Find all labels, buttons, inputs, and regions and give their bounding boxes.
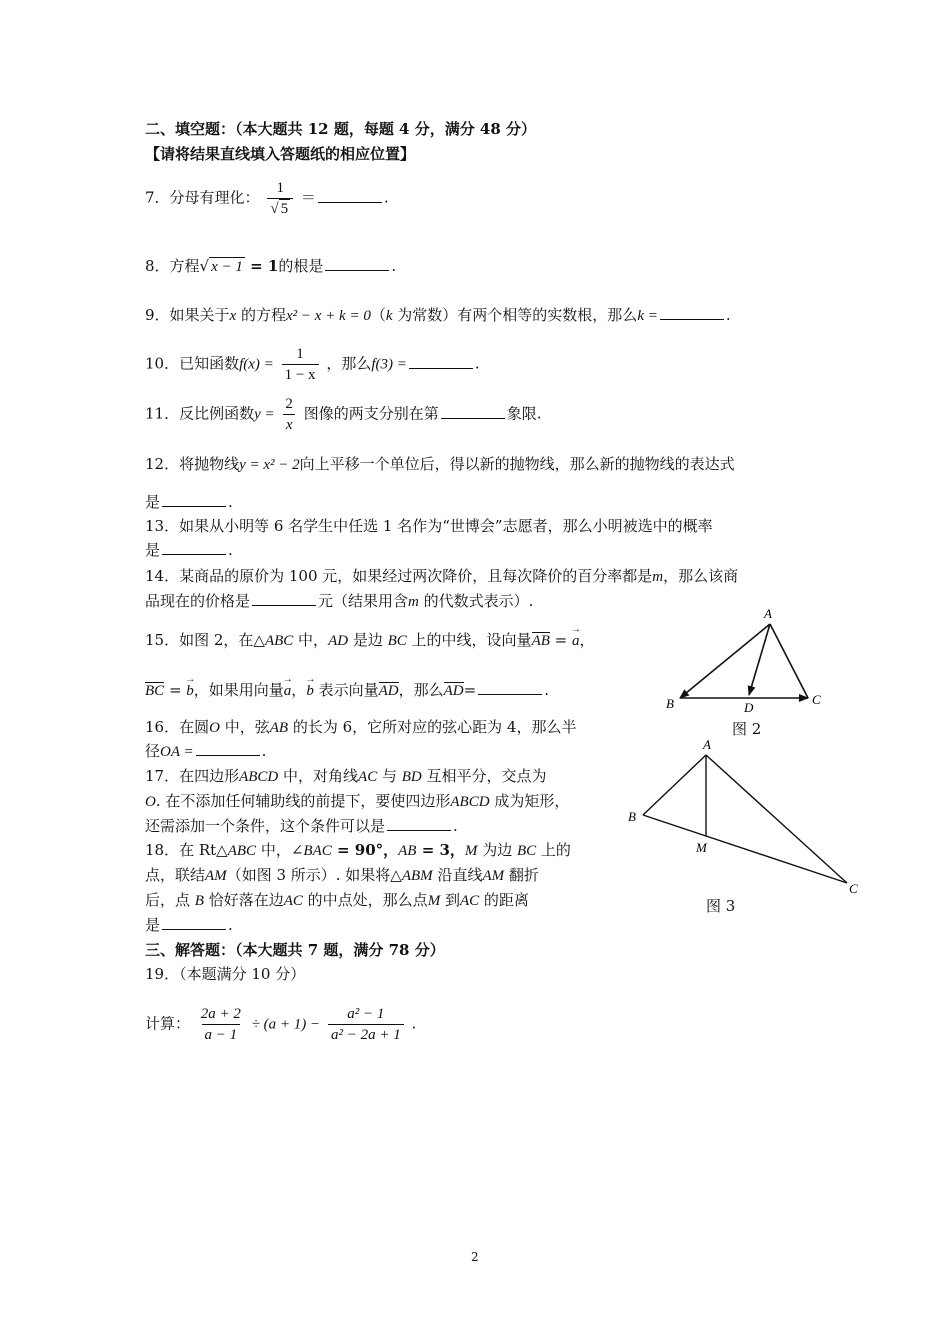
fig3-side-ab — [643, 755, 706, 815]
q19-end: . — [411, 1014, 417, 1033]
question-8: 8．方程√ x − 1 = 1的根是 . — [145, 257, 397, 275]
q17-answer-blank[interactable] — [387, 816, 451, 831]
q18-line3e: 的距离 — [479, 891, 529, 909]
q18-m2: M — [427, 893, 441, 909]
q10-fx: f(x) = — [239, 356, 274, 373]
q9-text1: 9．如果关于 — [145, 306, 230, 324]
question-12-line2 — [145, 492, 233, 512]
q15-line2c: ，那么 — [398, 681, 444, 699]
q7-answer-blank[interactable] — [318, 188, 382, 203]
question-19-expression — [145, 1004, 416, 1045]
fig2-vector-ad — [749, 624, 770, 695]
q15-vector-ad: AD — [378, 683, 399, 699]
q9-answer-blank[interactable] — [660, 305, 724, 320]
fig2-label-c: C — [812, 692, 821, 707]
q13-end: . — [228, 541, 233, 559]
section-3-title: 三、解答题：（本大题共 7 题，满分 78 分） — [145, 941, 445, 959]
q16-line1a: 16．在圆 — [145, 718, 210, 736]
q14-line2b: 元（结果用含 — [318, 592, 409, 610]
q17-line1a: 17．在四边形 — [145, 767, 240, 785]
q11-answer-blank[interactable] — [441, 404, 505, 419]
q15-line1b: 中， — [293, 631, 329, 649]
q11-prefix: 11．反比例函数 — [145, 404, 255, 423]
question-7 — [145, 178, 389, 219]
q8-suffix: 的根是 — [278, 257, 324, 275]
q15-abc: ABC — [264, 633, 294, 649]
q18-line2d: 翻折 — [504, 866, 539, 884]
question-10 — [145, 344, 480, 385]
question-17-line3 — [145, 816, 458, 836]
q12-line1a: 12．将抛物线 — [145, 455, 240, 473]
q12-expr: y = x² − 2 — [239, 457, 300, 473]
q16-end: . — [261, 742, 267, 760]
q17-line1d: 互相平分，交点为 — [421, 767, 547, 785]
q18-line1e: 为边 — [477, 841, 517, 859]
q15-vector-ab: AB — [531, 633, 550, 649]
q19-f1-denominator: a − 1 — [202, 1024, 241, 1045]
q15-vector-a: → a — [572, 631, 580, 651]
fig3-side-bc — [643, 815, 847, 883]
q9-end: . — [725, 306, 731, 324]
q18-line3d: 到 — [440, 891, 460, 909]
q15-line2b: 表示向量 — [313, 681, 379, 699]
q15-ad: AD — [328, 633, 349, 649]
fig2-label-d: D — [744, 700, 754, 715]
q18-end: . — [228, 916, 233, 934]
q14-line1b: ，那么该商 — [663, 567, 739, 585]
q19-f2-numerator: a² − 1 — [347, 1006, 385, 1022]
q15-line1a: 15．如图 2，在△ — [145, 631, 265, 649]
q9-text4: 为常数）有两个相等的实数根，那么 — [392, 306, 638, 324]
question-18-line2 — [145, 865, 539, 886]
q11-denominator: x — [283, 414, 296, 435]
q18-line3a: 后，点 — [145, 891, 195, 909]
figure-3-diagram — [625, 735, 865, 900]
q14-line2a: 品现在的价格是 — [145, 592, 251, 610]
figure-3-caption: 图 3 — [706, 897, 736, 915]
q18-line3b: 恰好落在边 — [203, 891, 284, 909]
fig2-vector-ab — [680, 624, 770, 698]
q15-vector-a2: → a — [284, 681, 292, 701]
q16-line1b: 中，弦 — [219, 718, 270, 736]
question-13-line2 — [145, 540, 233, 560]
question-13-line1: 13．如果从小明等 6 名学生中任选 1 名作为“世博会”志愿者，那么小明被选中的概率 — [145, 517, 713, 535]
q7-radicand: 5 — [280, 201, 289, 217]
q10-prefix: 10．已知函数 — [145, 354, 240, 373]
q19-fraction-2 — [328, 1004, 404, 1045]
q17-ac: AC — [358, 769, 378, 785]
q15-vector-b2: → b — [306, 681, 314, 701]
q12-end: . — [228, 493, 233, 511]
q13-answer-blank[interactable] — [162, 540, 226, 555]
q10-end: . — [474, 354, 480, 373]
q18-line4: 是 — [145, 916, 161, 934]
q19-fraction-1 — [198, 1004, 244, 1045]
q18-line2b: （如图 3 所示）. 如果将△ — [226, 866, 402, 884]
q11-suffix: 图像的两支分别在第 — [303, 404, 439, 423]
q18-abm: ABM — [401, 868, 433, 884]
q19-mid: ÷ (a + 1) − — [251, 1016, 321, 1033]
q14-m: m — [652, 569, 664, 585]
q15-eqa: = — [549, 631, 572, 649]
question-14-line1 — [145, 566, 738, 587]
q18-ac2: AC — [459, 893, 480, 909]
fig3-label-b: B — [628, 809, 636, 824]
q19-prefix: 计算： — [145, 1014, 191, 1033]
q11-numerator: 2 — [285, 396, 293, 412]
q18-b: B — [194, 893, 204, 909]
q12-answer-blank[interactable] — [162, 492, 226, 507]
q10-mid: ，那么 — [326, 354, 372, 373]
question-17-line2 — [145, 791, 569, 812]
q16-oa: OA = — [160, 744, 194, 760]
page-number: 2 — [471, 1250, 479, 1264]
q8-end: . — [391, 257, 397, 275]
q17-o: O — [145, 794, 156, 810]
figure-2-caption: 图 2 — [732, 720, 762, 738]
q13-line2: 是 — [145, 541, 161, 559]
q9-k: k — [385, 308, 393, 324]
q10-numerator: 1 — [296, 346, 304, 362]
question-12-line1 — [145, 454, 735, 475]
q15-eqb: = — [164, 681, 187, 699]
fig3-label-a: A — [703, 737, 711, 752]
q9-text2: 的方程 — [236, 306, 286, 324]
q16-line2a: 径 — [145, 742, 161, 760]
question-15-line1 — [145, 630, 595, 651]
q11-end: 象限. — [506, 404, 542, 423]
question-19-header: 19．（本题满分 10 分） — [145, 965, 306, 983]
question-9 — [145, 305, 731, 326]
q17-line1c: 与 — [377, 767, 402, 785]
q8-answer-blank[interactable] — [325, 256, 389, 271]
question-14-line2 — [145, 591, 533, 612]
q18-answer-blank[interactable] — [162, 915, 226, 930]
question-18-line1 — [145, 840, 571, 861]
q15-vector-ad2: AD — [443, 683, 464, 699]
q14-m2: m — [408, 594, 419, 610]
q9-text3: （ — [370, 306, 386, 324]
question-18-line4 — [145, 915, 233, 935]
q17-line2b: . 在不添加任何辅助线的前提下，要使四边形 — [155, 792, 451, 810]
fig2-label-a: A — [764, 606, 772, 621]
fig3-label-m: M — [696, 840, 707, 855]
q7-prefix: 7．分母有理化： — [145, 188, 260, 207]
q18-line1c: = 90°， — [331, 841, 399, 859]
q17-bd: BD — [401, 769, 422, 785]
q17-line3: 还需添加一个条件，这个条件可以是 — [145, 817, 386, 835]
q9-x: x — [229, 308, 237, 324]
section-2-note: 【请将结果直线填入答题纸的相应位置】 — [145, 145, 416, 163]
q18-line3c: 的中点处，那么点 — [302, 891, 428, 909]
fig3-side-ac — [706, 755, 847, 883]
q16-ab: AB — [269, 720, 289, 736]
q16-o: O — [209, 720, 220, 736]
question-17-line1 — [145, 766, 547, 787]
q15-end: . — [544, 681, 549, 699]
question-11 — [145, 394, 541, 435]
q18-abc: ABC — [227, 843, 257, 859]
q15-line1d: 上的中线，设向量 — [406, 631, 532, 649]
q16-answer-blank[interactable] — [196, 741, 260, 756]
q9-equation: x² − x + k = 0 — [286, 308, 371, 324]
q7-denominator: √ 5 — [267, 198, 293, 219]
q17-line1b: 中，对角线 — [278, 767, 359, 785]
fig3-label-c: C — [849, 881, 858, 896]
q15-vector-b: → b — [186, 681, 194, 701]
q16-line1c: 的长为 6，它所对应的弦心距为 4，那么半 — [288, 718, 577, 736]
q15-sep: ， — [291, 681, 307, 699]
q7-numerator: 1 — [276, 180, 284, 196]
q10-denominator: 1 − x — [282, 364, 319, 385]
q11-y: y = — [254, 406, 275, 423]
q15-bc: BC — [387, 633, 407, 649]
q19-f2-denominator: a² − 2a + 1 — [328, 1024, 404, 1045]
q14-line1a: 14．某商品的原价为 100 元，如果经过两次降价，且每次降价的百分率都是 — [145, 567, 653, 585]
q12-line1b: 向上平移一个单位后，得以新的抛物线，那么新的抛物线的表达式 — [299, 455, 735, 473]
q15-vector-bc: BC — [145, 683, 165, 699]
question-15-line2 — [145, 680, 549, 701]
q18-line2a: 点，联结 — [145, 866, 206, 884]
q17-abcd: ABCD — [239, 769, 279, 785]
q10-f3: f(3) = — [371, 356, 407, 373]
q15-line2a: ，如果用向量 — [193, 681, 284, 699]
q17-end: . — [453, 817, 458, 835]
q18-bac: BAC — [303, 843, 332, 859]
q15-line1e: ， — [579, 631, 595, 649]
q10-answer-blank[interactable] — [409, 354, 473, 369]
q8-prefix: 8．方程 — [145, 257, 200, 275]
q15-eq2: = — [463, 681, 477, 699]
q14-line2d: 的代数式表示）. — [418, 592, 534, 610]
q8-eq: = 1 — [244, 257, 279, 275]
q7-end: . — [383, 188, 389, 207]
q11-fraction — [282, 394, 296, 435]
q18-m: M — [464, 843, 478, 859]
q18-ab: AB — [398, 843, 417, 859]
q7-equals: ＝ — [300, 188, 316, 207]
question-18-line3 — [145, 890, 529, 911]
q9-answer-lhs: k = — [637, 308, 658, 324]
q7-fraction — [267, 178, 293, 219]
q18-bc: BC — [516, 843, 537, 859]
q12-line2: 是 — [145, 493, 161, 511]
question-16-line1 — [145, 717, 576, 738]
fig2-side-ac — [770, 624, 808, 698]
q10-fraction — [282, 344, 319, 385]
q15-answer-blank[interactable] — [478, 680, 542, 695]
q18-ac: AC — [283, 893, 303, 909]
q17-line2c: 成为矩形， — [489, 792, 570, 810]
figure-2-diagram — [660, 600, 830, 725]
q15-line1c: 是边 — [348, 631, 388, 649]
q18-line1f: 上的 — [536, 841, 571, 859]
q8-radicand: x − 1 — [211, 259, 243, 275]
q19-f1-numerator: 2a + 2 — [200, 1006, 241, 1022]
q17-abcd2: ABCD — [450, 794, 490, 810]
q18-am2: AM — [482, 868, 505, 884]
q18-line1a: 18．在 Rt△ — [145, 841, 228, 859]
question-16-line2 — [145, 741, 266, 762]
q18-line1d: = 3， — [416, 841, 465, 859]
section-2-title: 二、填空题：（本大题共 12 题，每题 4 分，满分 48 分） — [145, 120, 537, 138]
fig2-label-b: B — [666, 696, 674, 711]
q18-line1b: 中，∠ — [256, 841, 304, 859]
q14-answer-blank[interactable] — [252, 591, 316, 606]
q18-am: AM — [205, 868, 227, 884]
q18-line2c: 沿直线 — [432, 866, 483, 884]
